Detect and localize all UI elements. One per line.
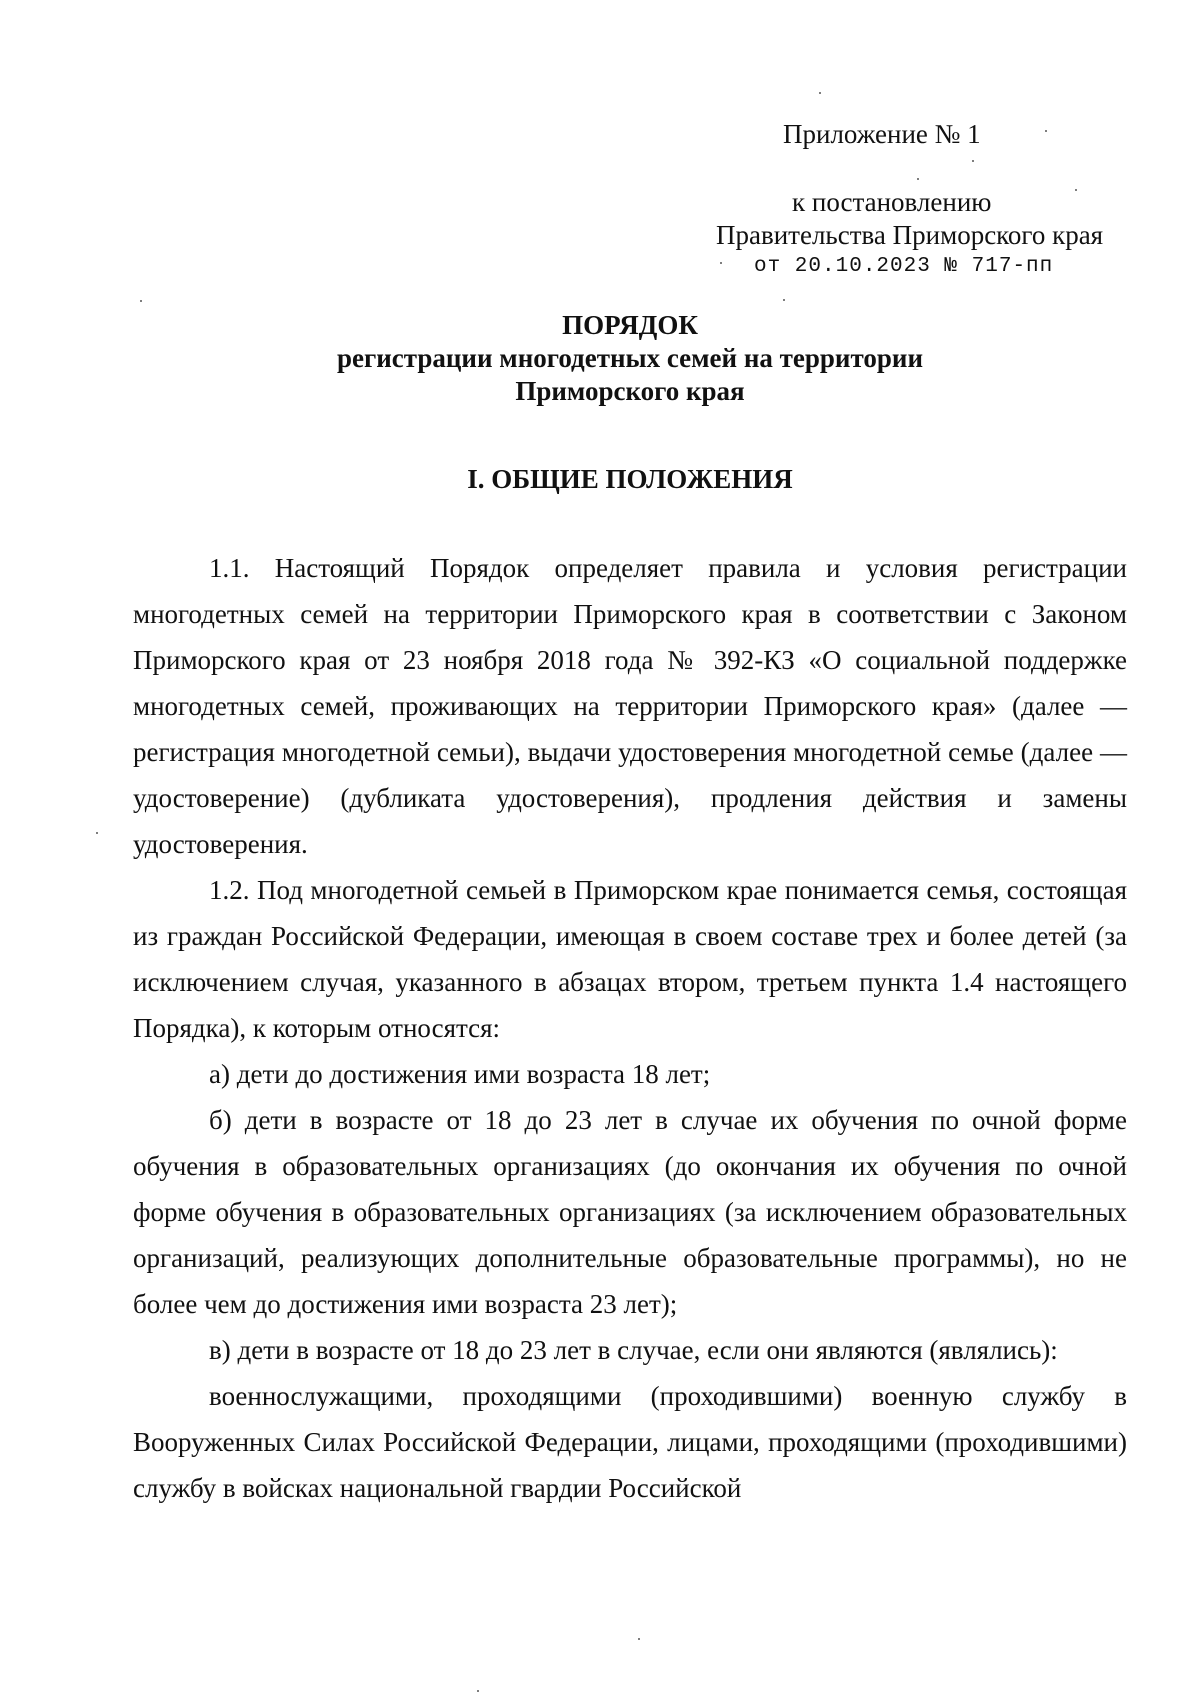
- body-text: [133, 545, 1127, 1511]
- scan-speck: [140, 300, 142, 302]
- scan-speck: [720, 262, 722, 264]
- appendix-number: Приложение № 1: [783, 119, 981, 149]
- section-heading: I. ОБЩИЕ ПОЛОЖЕНИЯ: [467, 464, 793, 494]
- scan-speck: [819, 92, 821, 94]
- scan-speck: [917, 178, 919, 180]
- paragraph-1-2: 1.2. Под многодетной семьей в Приморском крае понимается семья, состоящая из граждан Российской Федерации, имеющая в своем составе трех и более детей (за исключением случая, указанного в абзацах втором, третьем пункта 1.4 настоящего Порядка), к которым относятся:: [133, 875, 1127, 1043]
- paragraph-item-a: а) дети до достижения ими возраста 18 лет;: [209, 1059, 711, 1089]
- scan-speck: [1075, 189, 1077, 191]
- paragraph-item-b: б) дети в возрасте от 18 до 23 лет в случае их обучения по очной форме обучения в образовательных организациях (до окончания их обучения по очной форме обучения в образовательных организациях (за исключением образовательных организаций, реализующих дополнительные образовательные программы), но не более чем до достижения ими возраста 23 лет);: [133, 1105, 1127, 1319]
- scan-speck: [783, 299, 785, 301]
- scan-speck: [96, 832, 98, 834]
- title-line-1: ПОРЯДОК: [562, 310, 698, 340]
- title-line-3: Приморского края: [515, 376, 745, 406]
- paragraph-item-v: в) дети в возрасте от 18 до 23 лет в случае, если они являются (являлись):: [209, 1335, 1058, 1365]
- scan-speck: [638, 1638, 640, 1640]
- title-line-2: регистрации многодетных семей на территории: [336, 343, 924, 373]
- document-title: [130, 309, 1130, 408]
- decree-date-number: от 20.10.2023 № 717-пп: [754, 255, 1054, 278]
- paragraph-servicemen: военнослужащими, проходящими (проходившими) военную службу в Вооруженных Силах Российской Федерации, лицами, проходящими (проходившими) службу в войсках национальной гвардии Российской: [133, 1381, 1127, 1503]
- scan-speck: [477, 1690, 479, 1692]
- government-label: Правительства Приморского края: [716, 220, 1104, 250]
- scan-speck: [1045, 130, 1047, 132]
- scan-speck: [972, 160, 974, 162]
- paragraph-1-1: 1.1. Настоящий Порядок определяет правила и условия регистрации многодетных семей на территории Приморского края в соответствии с Законом Приморского края от 23 ноября 2018 года № 392-КЗ «О социальной поддержке многодетных семей, проживающих на территории Приморского края» (далее — регистрация многодетной семьи), выдачи удостоверения многодетной семье (далее — удостоверение) (дубликата удостоверения), продления действия и замены удостоверения.: [133, 553, 1127, 859]
- to-decree-label: к постановлению: [792, 187, 992, 217]
